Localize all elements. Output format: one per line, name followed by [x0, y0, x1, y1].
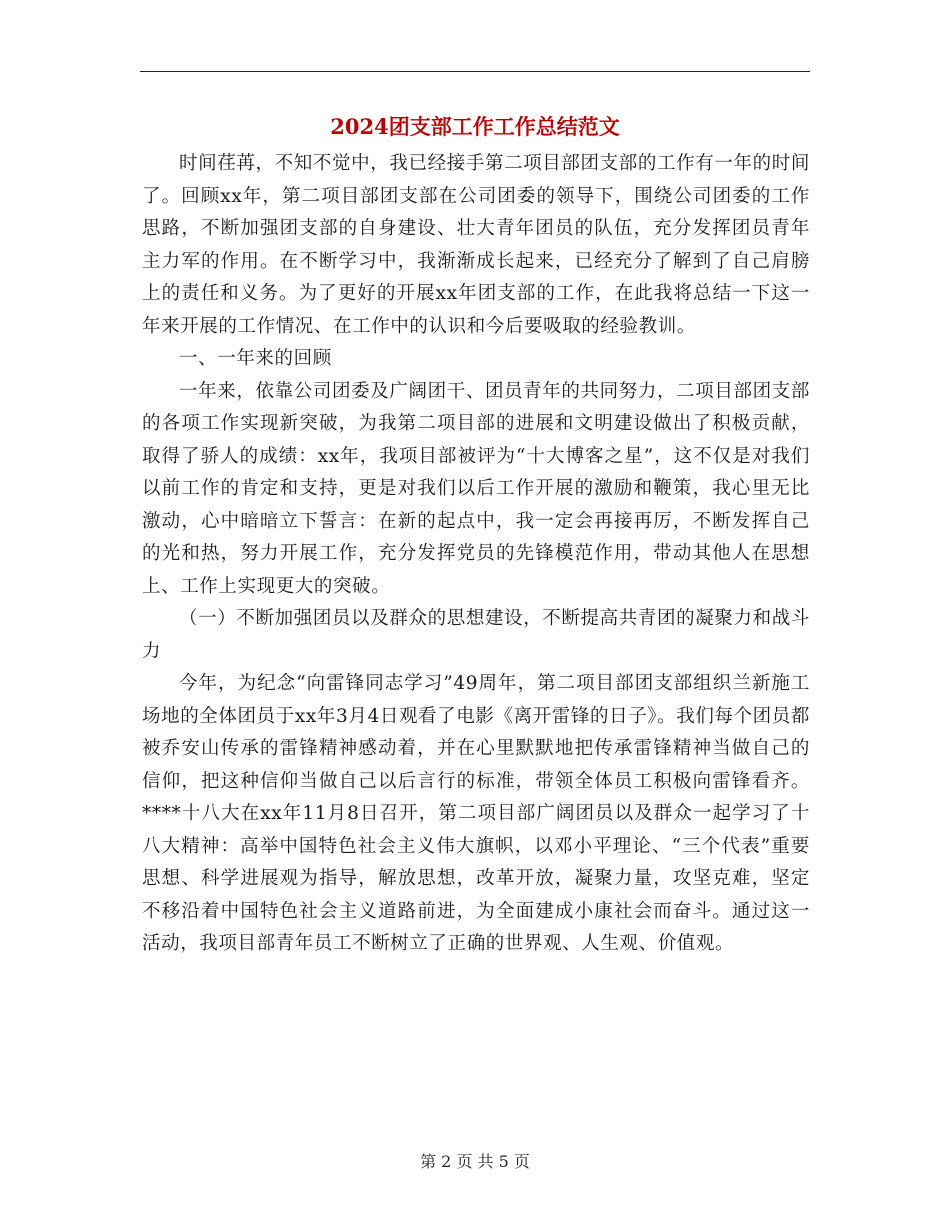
paragraph-intro: 时间荏苒，不知不觉中，我已经接手第二项目部团支部的工作有一年的时间了。回顾xx年，第二项目部团支部在公司团委的领导下，围绕公司团委的工作思路，不断加强团支部的自身建设、壮大青年团员的队伍，充分发挥团员青年主力军的作用。在不断学习中，我渐渐成长起来，已经充分了解到了自己肩膀上的责任和义务。为了更好的开展xx年团支部的工作，在此我将总结一下这一年来开展的工作情况、在工作中的认识和今后要吸取的经验教训。 [142, 153, 810, 337]
header-rule [140, 71, 810, 72]
page-number-footer: 第 2 页 共 5 页 [420, 1152, 530, 1171]
paragraph-achievements: 一年来，依靠公司团委及广阔团干、团员青年的共同努力，二项目部团支部的各项工作实现新突破，为我第二项目部的进展和文明建设做出了积极贡献，取得了骄人的成绩：xx年，我项目部被评为“十大博客之星”，这不仅是对我们以前工作的肯定和支持，更是对我们以后工作开展的激励和鞭策，我心里无比激动，心中暗暗立下誓言：在新的起点中，我一定会再接再厉，不断发挥自己的光和热，努力开展工作，充分发挥党员的先锋模范作用，带动其他人在思想上、工作上实现更大的突破。 [142, 380, 810, 597]
section-heading-review: 一、一年来的回顾 [179, 348, 332, 369]
document-title: 2024团支部工作工作总结范文 [330, 114, 620, 139]
document-body [142, 148, 810, 961]
paragraph-activities: 今年，为纪念“向雷锋同志学习”49周年，第二项目部团支部组织兰新施工场地的全体团员于xx年3月4日观看了电影《离开雷锋的日子》。我们每个团员都被乔安山传承的雷锋精神感动着，并在心里默默地把传承雷锋精神当做自己的信仰，把这种信仰当做自己以后言行的标准，带领全体员工积极向雷锋看齐。****十八大在xx年11月8日召开，第二项目部广阔团员以及群众一起学习了十八大精神：高举中国特色社会主义伟大旗帜，以邓小平理论、“三个代表”重要思想、科学进展观为指导，解放思想，改革开放，凝聚力量，攻坚克难，坚定不移沿着中国特色社会主义道路前进，为全面建成小康社会而奋斗。通过这一活动，我项目部青年员工不断树立了正确的世界观、人生观、价值观。 [142, 673, 810, 954]
subsection-heading-ideology: （一）不断加强团员以及群众的思想建设，不断提高共青团的凝聚力和战斗力 [142, 608, 810, 662]
